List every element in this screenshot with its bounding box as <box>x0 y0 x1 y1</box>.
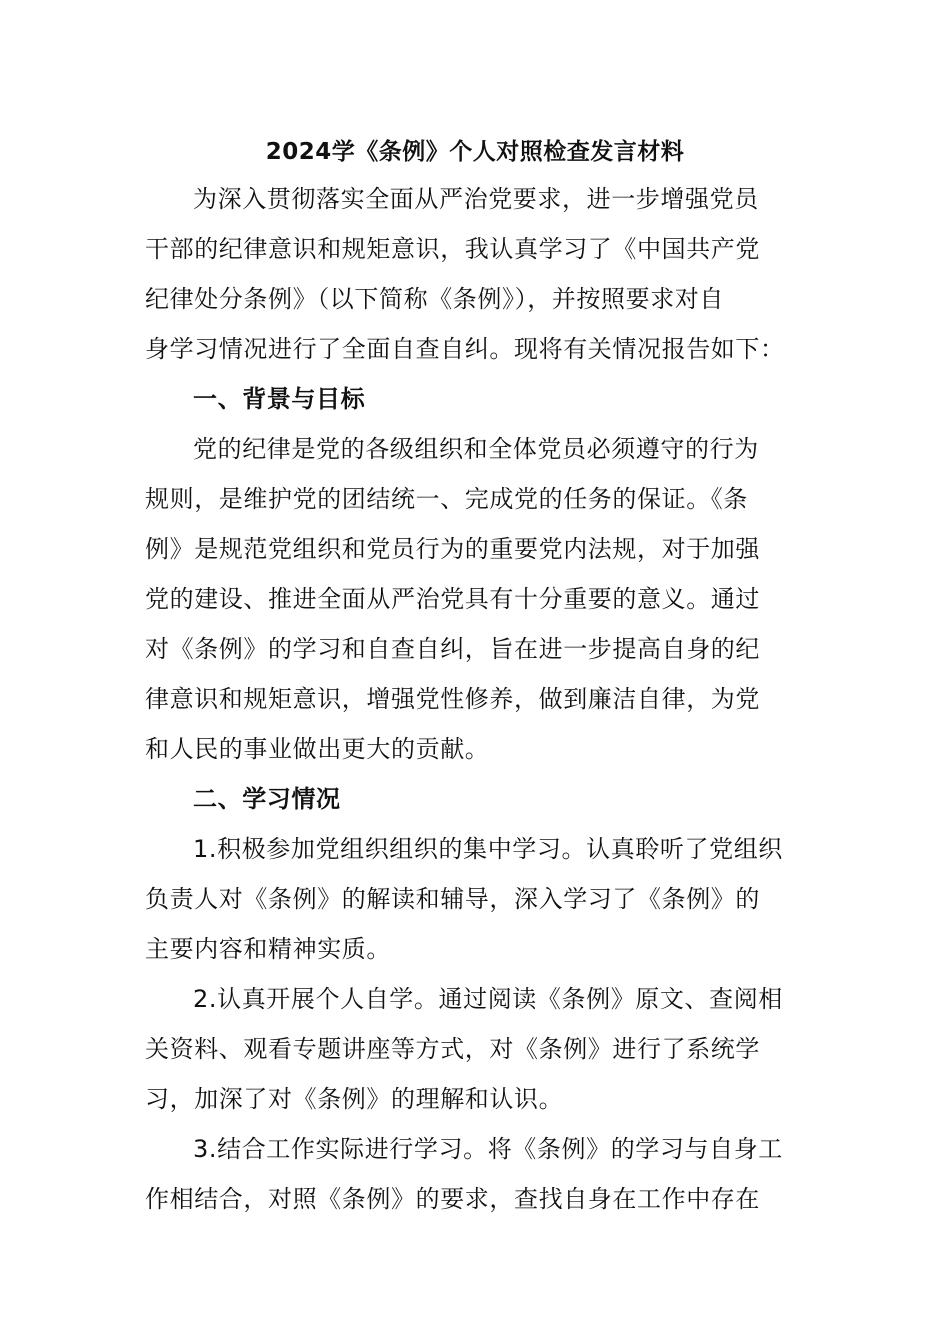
paragraph-line: 规则，是维护党的团结统一、完成党的任务的保证。《条 <box>145 485 748 513</box>
paragraph-line: 负责人对《条例》的解读和辅导，深入学习了《条例》的 <box>145 885 760 913</box>
paragraph-line: 1.积极参加党组织组织的集中学习。认真聆听了党组织 <box>193 835 783 863</box>
paragraph-line: 对《条例》的学习和自查自纠，旨在进一步提高自身的纪 <box>145 635 760 663</box>
paragraph-line: 例》是规范党组织和党员行为的重要党内法规，对于加强 <box>145 535 760 563</box>
paragraph-line: 党的纪律是党的各级组织和全体党员必须遵守的行为 <box>193 435 759 463</box>
document-title: 2024学《条例》个人对照检查发言材料 <box>265 139 685 165</box>
paragraph-line: 身学习情况进行了全面自查自纠。现将有关情况报告如下： <box>145 335 785 363</box>
paragraph-line: 习，加深了对《条例》的理解和认识。 <box>145 1085 564 1113</box>
paragraph-line: 和人民的事业做出更大的贡献。 <box>145 735 490 763</box>
paragraph-line: 2.认真开展个人自学。通过阅读《条例》原文、查阅相 <box>193 985 783 1013</box>
paragraph-line: 关资料、观看专题讲座等方式，对《条例》进行了系统学 <box>145 1035 760 1063</box>
section-heading: 一、背景与目标 <box>193 385 366 413</box>
paragraph-line: 律意识和规矩意识，增强党性修养，做到廉洁自律，为党 <box>145 685 760 713</box>
paragraph-line: 纪律处分条例》（以下简称《条例》），并按照要求对自 <box>145 285 724 313</box>
paragraph-line: 3.结合工作实际进行学习。将《条例》的学习与自身工 <box>193 1135 783 1163</box>
section-heading: 二、学习情况 <box>193 785 341 813</box>
paragraph-line: 主要内容和精神实质。 <box>145 935 391 963</box>
paragraph-line: 作相结合，对照《条例》的要求，查找自身在工作中存在 <box>145 1185 760 1213</box>
paragraph-line: 为深入贯彻落实全面从严治党要求，进一步增强党员 <box>193 185 759 213</box>
paragraph-line: 党的建设、推进全面从严治党具有十分重要的意义。通过 <box>145 585 760 613</box>
paragraph-line: 干部的纪律意识和规矩意识，我认真学习了《中国共产党 <box>145 235 760 263</box>
